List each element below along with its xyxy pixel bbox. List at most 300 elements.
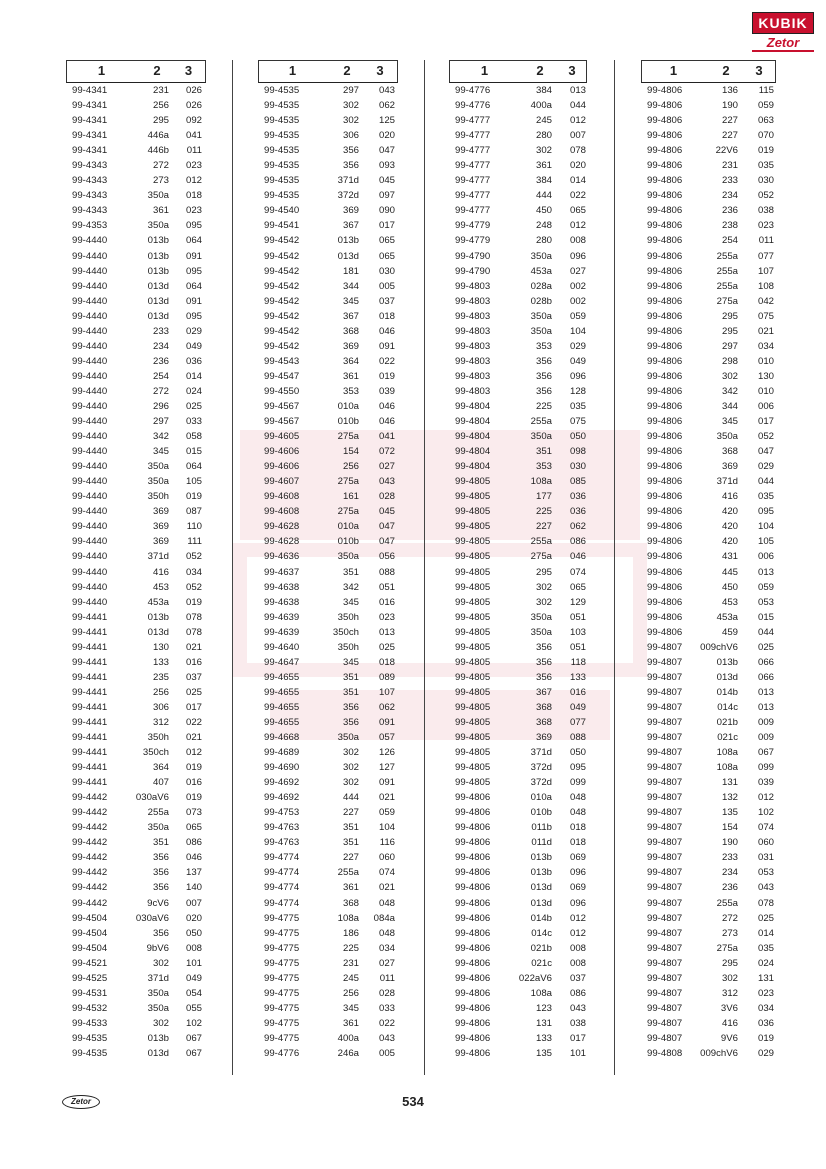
- position-cell: 091: [378, 716, 395, 728]
- group-cell: 368: [535, 716, 552, 728]
- table-row: [258, 880, 398, 895]
- part-number-cell: 99-4805: [455, 581, 491, 593]
- position-cell: 050: [185, 927, 202, 939]
- position-cell: 026: [185, 100, 202, 112]
- group-cell: 009chV6: [700, 641, 738, 653]
- table-row: [258, 670, 398, 685]
- table-row: [449, 640, 587, 655]
- table-row: [258, 1001, 398, 1016]
- part-number-cell: 99-4803: [455, 325, 491, 337]
- group-cell: 235: [152, 671, 169, 683]
- part-number-cell: 99-4807: [647, 792, 683, 804]
- group-cell: 445: [721, 566, 738, 578]
- position-cell: 093: [378, 160, 395, 172]
- table-row: [66, 610, 206, 625]
- position-cell: 044: [757, 476, 774, 488]
- position-cell: 053: [757, 596, 774, 608]
- table-row: [641, 459, 776, 474]
- table-row: [66, 1031, 206, 1046]
- header-cell-1: 1: [480, 63, 489, 78]
- position-cell: 021: [378, 792, 395, 804]
- part-number-cell: 99-4442: [72, 837, 108, 849]
- group-cell: 342: [342, 581, 359, 593]
- position-cell: 017: [757, 416, 774, 428]
- part-number-cell: 99-4807: [647, 927, 683, 939]
- table-row: [641, 113, 776, 128]
- position-cell: 065: [569, 581, 586, 593]
- table-row: [66, 820, 206, 835]
- part-number-cell: 99-4440: [72, 596, 108, 608]
- position-cell: 059: [378, 807, 395, 819]
- position-cell: 049: [569, 701, 586, 713]
- part-number-cell: 99-4805: [455, 626, 491, 638]
- position-cell: 030: [757, 175, 774, 187]
- table-row: [66, 700, 206, 715]
- position-cell: 008: [569, 235, 586, 247]
- table-row: [641, 354, 776, 369]
- part-number-cell: 99-4806: [647, 400, 683, 412]
- part-number-cell: 99-4806: [647, 220, 683, 232]
- position-cell: 129: [569, 596, 586, 608]
- header-cell-2: 2: [153, 63, 161, 78]
- group-cell: 431: [721, 551, 738, 563]
- position-cell: 013: [569, 85, 586, 96]
- table-row: [641, 850, 776, 865]
- part-number-cell: 99-4608: [264, 491, 300, 503]
- part-number-cell: 99-4806: [647, 130, 683, 142]
- position-cell: 038: [569, 1017, 586, 1029]
- table-row: [258, 489, 398, 504]
- position-cell: 065: [378, 235, 395, 247]
- part-number-cell: 99-4806: [455, 927, 491, 939]
- part-number-cell: 99-4540: [264, 205, 300, 217]
- part-number-cell: 99-4542: [264, 250, 300, 262]
- group-cell: 350a: [147, 987, 169, 999]
- group-cell: 132: [721, 792, 738, 804]
- position-cell: 066: [757, 671, 774, 683]
- position-cell: 095: [185, 220, 202, 232]
- header-cell-3: 3: [376, 63, 384, 78]
- part-number-cell: 99-4806: [455, 942, 491, 954]
- part-number-cell: 99-4535: [264, 160, 300, 172]
- table-row: [449, 700, 587, 715]
- part-number-cell: 99-4440: [72, 476, 108, 488]
- zetor-footer-logo: Zetor: [62, 1095, 100, 1109]
- group-cell: 302: [535, 145, 552, 157]
- table-row: [258, 625, 398, 640]
- part-number-cell: 99-4807: [647, 837, 683, 849]
- position-cell: 024: [757, 957, 774, 969]
- part-number-cell: 99-4542: [264, 265, 300, 277]
- group-cell: 353: [535, 340, 552, 352]
- part-number-cell: 99-4805: [455, 716, 491, 728]
- table-row: [641, 640, 776, 655]
- group-cell: 368: [535, 701, 552, 713]
- position-cell: 058: [185, 431, 202, 443]
- table-row: [66, 399, 206, 414]
- table-row: [449, 850, 587, 865]
- position-cell: 035: [757, 942, 774, 954]
- table-row: [258, 820, 398, 835]
- part-number-cell: 99-4535: [264, 130, 300, 142]
- position-cell: 096: [569, 250, 586, 262]
- part-number-cell: 99-4689: [264, 747, 300, 759]
- table-row: [66, 384, 206, 399]
- group-cell: 306: [152, 701, 169, 713]
- group-cell: 272: [721, 912, 738, 924]
- group-cell: 030aV6: [135, 792, 169, 804]
- position-cell: 126: [378, 747, 395, 759]
- group-cell: 013b: [147, 235, 169, 247]
- table-row: [66, 805, 206, 820]
- position-cell: 027: [378, 957, 395, 969]
- part-number-cell: 99-4533: [72, 1017, 108, 1029]
- table-row: [66, 640, 206, 655]
- part-number-cell: 99-4806: [647, 160, 683, 172]
- group-cell: 372d: [530, 762, 552, 774]
- position-cell: 013: [757, 701, 774, 713]
- group-cell: 227: [342, 807, 359, 819]
- position-cell: 042: [757, 295, 774, 307]
- part-number-cell: 99-4805: [455, 551, 491, 563]
- table-row: [66, 549, 206, 564]
- position-cell: 137: [185, 867, 202, 879]
- position-cell: 118: [570, 656, 586, 668]
- group-cell: 356: [342, 160, 359, 172]
- table-row: [258, 1031, 398, 1046]
- part-number-cell: 99-4806: [455, 807, 491, 819]
- table-row: [66, 956, 206, 971]
- table-row: [258, 203, 398, 218]
- position-cell: 104: [569, 325, 586, 337]
- part-number-cell: 99-4806: [647, 145, 683, 157]
- position-cell: 048: [378, 897, 395, 909]
- position-cell: 043: [378, 1032, 395, 1044]
- position-cell: 011: [186, 145, 202, 157]
- part-number-cell: 99-4775: [264, 1017, 300, 1029]
- group-cell: 108a: [716, 762, 738, 774]
- position-cell: 084a: [373, 912, 395, 924]
- header-cell-2: 2: [536, 63, 544, 78]
- position-cell: 006: [757, 551, 774, 563]
- table-row: [641, 339, 776, 354]
- position-cell: 028: [378, 491, 395, 503]
- header-cell-3: 3: [755, 63, 763, 78]
- group-cell: 013b: [716, 656, 738, 668]
- table-row: [258, 158, 398, 173]
- table-row: [449, 249, 587, 264]
- group-cell: 356: [535, 385, 552, 397]
- table-row: [449, 926, 587, 941]
- position-cell: 072: [378, 446, 395, 458]
- table-row: [258, 865, 398, 880]
- position-cell: 047: [378, 536, 395, 548]
- part-number-cell: 99-4779: [455, 220, 491, 232]
- group-cell: 013b: [147, 250, 169, 262]
- table-row: [641, 128, 776, 143]
- position-cell: 027: [378, 461, 395, 473]
- group-cell: 275a: [530, 551, 552, 563]
- position-cell: 091: [185, 295, 202, 307]
- position-cell: 015: [185, 446, 202, 458]
- group-cell: 296: [152, 400, 169, 412]
- position-cell: 089: [378, 671, 395, 683]
- group-cell: 350a: [147, 822, 169, 834]
- group-cell: 280: [535, 130, 552, 142]
- position-cell: 059: [757, 100, 774, 112]
- position-cell: 019: [378, 370, 395, 382]
- table-row: [641, 83, 776, 98]
- position-cell: 046: [378, 325, 395, 337]
- group-cell: 351: [535, 446, 552, 458]
- position-cell: 018: [378, 656, 395, 668]
- group-cell: 453a: [716, 611, 738, 623]
- group-cell: 028b: [530, 295, 552, 307]
- part-number-cell: 99-4806: [647, 295, 683, 307]
- table-row: [449, 294, 587, 309]
- table-row: [449, 670, 587, 685]
- table-row: [449, 685, 587, 700]
- table-row: [66, 730, 206, 745]
- group-cell: 108a: [530, 476, 552, 488]
- table-row: [258, 264, 398, 279]
- table-row: [641, 911, 776, 926]
- group-cell: 420: [721, 521, 738, 533]
- table-row: [449, 730, 587, 745]
- group-cell: 295: [152, 115, 169, 127]
- part-number-cell: 99-4806: [647, 265, 683, 277]
- table-row: [258, 444, 398, 459]
- table-row: [449, 414, 587, 429]
- part-number-cell: 99-4441: [72, 656, 108, 668]
- table-header: [449, 60, 587, 83]
- group-cell: 013b: [147, 1032, 169, 1044]
- table-row: [66, 595, 206, 610]
- part-number-cell: 99-4442: [72, 822, 108, 834]
- position-cell: 111: [187, 536, 202, 548]
- table-row: [449, 459, 587, 474]
- group-cell: 351: [342, 822, 359, 834]
- table-header: [258, 60, 398, 83]
- table-row: [449, 715, 587, 730]
- table-row: [258, 504, 398, 519]
- group-cell: 361: [535, 160, 552, 172]
- table-row: [258, 519, 398, 534]
- part-number-cell: 99-4441: [72, 641, 108, 653]
- position-cell: 064: [185, 461, 202, 473]
- table-row: [258, 173, 398, 188]
- table-row: [449, 429, 587, 444]
- group-cell: 010b: [337, 536, 359, 548]
- position-cell: 033: [185, 416, 202, 428]
- group-cell: 302: [535, 581, 552, 593]
- position-cell: 046: [569, 551, 586, 563]
- table-row: [258, 640, 398, 655]
- part-number-cell: 99-4807: [647, 867, 683, 879]
- part-number-cell: 99-4441: [72, 626, 108, 638]
- part-number-cell: 99-4806: [647, 205, 683, 217]
- part-number-cell: 99-4638: [264, 596, 300, 608]
- group-cell: 108a: [530, 987, 552, 999]
- table-row: [641, 384, 776, 399]
- position-cell: 023: [185, 205, 202, 217]
- table-row: [449, 941, 587, 956]
- position-cell: 002: [569, 280, 586, 292]
- position-cell: 078: [185, 611, 202, 623]
- group-cell: 022aV6: [518, 972, 552, 984]
- position-cell: 092: [185, 115, 202, 127]
- group-cell: 453a: [530, 265, 552, 277]
- group-cell: 384: [535, 85, 552, 96]
- table-row: [449, 128, 587, 143]
- group-cell: 297: [721, 340, 738, 352]
- table-row: [641, 595, 776, 610]
- table-row: [66, 429, 206, 444]
- group-cell: 280: [535, 235, 552, 247]
- position-cell: 008: [569, 957, 586, 969]
- part-number-cell: 99-4806: [647, 581, 683, 593]
- part-number-cell: 99-4441: [72, 762, 108, 774]
- position-cell: 021: [185, 641, 202, 653]
- group-cell: 236: [721, 882, 738, 894]
- part-number-cell: 99-4647: [264, 656, 300, 668]
- position-cell: 095: [757, 506, 774, 518]
- part-number-cell: 99-4542: [264, 325, 300, 337]
- table-row: [258, 549, 398, 564]
- position-cell: 018: [569, 837, 586, 849]
- table-row: [258, 399, 398, 414]
- position-cell: 035: [757, 160, 774, 172]
- part-number-cell: 99-4790: [455, 250, 491, 262]
- group-cell: 369: [535, 732, 552, 744]
- table-row: [66, 339, 206, 354]
- position-cell: 007: [185, 897, 202, 909]
- position-cell: 011: [758, 235, 774, 247]
- part-number-cell: 99-4806: [647, 491, 683, 503]
- group-cell: 295: [535, 566, 552, 578]
- part-number-cell: 99-4442: [72, 867, 108, 879]
- group-cell: 133: [535, 1032, 552, 1044]
- part-number-cell: 99-4774: [264, 867, 300, 879]
- position-cell: 014: [757, 927, 774, 939]
- table-row: [449, 203, 587, 218]
- table-row: [449, 218, 587, 233]
- group-cell: 361: [342, 882, 359, 894]
- position-cell: 086: [569, 987, 586, 999]
- table-row: [66, 941, 206, 956]
- group-cell: 010a: [337, 400, 359, 412]
- part-number-cell: 99-4535: [264, 100, 300, 112]
- group-cell: 356: [535, 656, 552, 668]
- group-cell: 444: [535, 190, 552, 202]
- table-row: [66, 324, 206, 339]
- table-row: [66, 504, 206, 519]
- position-cell: 052: [757, 431, 774, 443]
- zetor-logo-text: Zetor: [752, 35, 814, 52]
- table-row: [66, 896, 206, 911]
- table-row: [258, 850, 398, 865]
- position-cell: 012: [569, 220, 586, 232]
- table-row: [258, 775, 398, 790]
- position-cell: 017: [569, 1032, 586, 1044]
- part-number-cell: 99-4776: [455, 85, 491, 96]
- part-number-cell: 99-4440: [72, 340, 108, 352]
- group-cell: 272: [152, 160, 169, 172]
- table-row: [641, 745, 776, 760]
- position-cell: 098: [569, 446, 586, 458]
- table-row: [66, 218, 206, 233]
- table-row: [641, 324, 776, 339]
- part-number-cell: 99-4440: [72, 400, 108, 412]
- group-cell: 367: [342, 310, 359, 322]
- position-cell: 099: [569, 777, 586, 789]
- table-row: [258, 745, 398, 760]
- position-cell: 065: [569, 205, 586, 217]
- part-number-cell: 99-4440: [72, 446, 108, 458]
- group-cell: 371d: [716, 476, 738, 488]
- position-cell: 016: [185, 656, 202, 668]
- table-row: [258, 354, 398, 369]
- group-cell: 446a: [147, 130, 169, 142]
- position-cell: 077: [569, 716, 586, 728]
- group-cell: 190: [721, 837, 738, 849]
- position-cell: 025: [757, 912, 774, 924]
- group-cell: 368: [721, 446, 738, 458]
- part-number-cell: 99-4807: [647, 1017, 683, 1029]
- table-row: [641, 685, 776, 700]
- table-row: [66, 203, 206, 218]
- table-row: [449, 549, 587, 564]
- group-cell: 236: [721, 205, 738, 217]
- position-cell: 023: [378, 611, 395, 623]
- position-cell: 035: [569, 400, 586, 412]
- group-cell: 255a: [147, 807, 169, 819]
- position-cell: 096: [569, 867, 586, 879]
- table-row: [641, 655, 776, 670]
- part-number-cell: 99-4542: [264, 295, 300, 307]
- position-cell: 019: [185, 491, 202, 503]
- position-cell: 037: [378, 295, 395, 307]
- group-cell: 275a: [716, 942, 738, 954]
- group-cell: 459: [721, 626, 738, 638]
- part-number-cell: 99-4636: [264, 551, 300, 563]
- part-number-cell: 99-4804: [455, 461, 491, 473]
- table-row: [66, 143, 206, 158]
- part-number-cell: 99-4777: [455, 145, 491, 157]
- table-row: [641, 1031, 776, 1046]
- part-number-cell: 99-4807: [647, 1002, 683, 1014]
- position-cell: 014: [185, 370, 202, 382]
- group-cell: 295: [721, 310, 738, 322]
- part-number-cell: 99-4807: [647, 747, 683, 759]
- group-cell: 350a: [530, 626, 552, 638]
- part-number-cell: 99-4441: [72, 686, 108, 698]
- part-number-cell: 99-4806: [455, 1017, 491, 1029]
- position-cell: 064: [185, 280, 202, 292]
- part-number-cell: 99-4805: [455, 747, 491, 759]
- position-cell: 101: [569, 1048, 586, 1059]
- table-row: [449, 880, 587, 895]
- table-row: [449, 835, 587, 850]
- position-cell: 012: [185, 747, 202, 759]
- group-cell: 384: [535, 175, 552, 187]
- part-number-cell: 99-4806: [455, 897, 491, 909]
- table-row: [258, 474, 398, 489]
- part-number-cell: 99-4806: [647, 611, 683, 623]
- table-row: [449, 865, 587, 880]
- table-row: [66, 309, 206, 324]
- group-cell: 028a: [530, 280, 552, 292]
